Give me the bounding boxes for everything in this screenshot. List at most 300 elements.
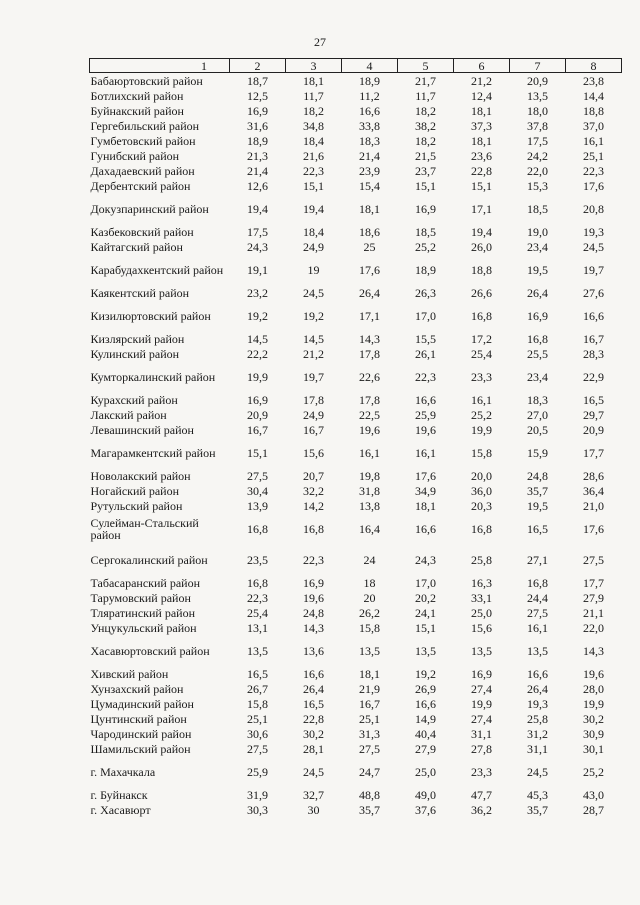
- district-name: Кумторкалинский район: [90, 369, 216, 384]
- table-cell: 31,2: [527, 726, 548, 741]
- district-name: г. Хасавюрт: [90, 802, 151, 817]
- district-name: Левашинский район: [90, 422, 194, 437]
- table-row: [90, 193, 622, 224]
- table-cell: 29,7: [583, 407, 604, 422]
- table-cell: 35,7: [527, 802, 548, 817]
- table-cell: 19,6: [583, 666, 604, 681]
- page-number: 27: [314, 35, 326, 49]
- district-name: Кизлярский район: [90, 331, 185, 346]
- district-name: Гунибский район: [90, 148, 180, 163]
- table-cell: 28,6: [583, 468, 604, 483]
- table-cell: 26,2: [359, 605, 380, 620]
- table-cell: 21,1: [583, 605, 604, 620]
- table-cell: 49,0: [415, 787, 436, 802]
- table-cell: 16,7: [359, 696, 380, 711]
- table-cell: 24,5: [527, 764, 548, 779]
- table-cell: 27,8: [471, 741, 492, 756]
- district-name: Гумбетовский район: [90, 133, 196, 148]
- table-cell: 23,4: [527, 239, 548, 254]
- table-cell: 15,9: [527, 445, 548, 460]
- table-cell: 12,5: [247, 88, 268, 103]
- district-name: Рутульский район: [90, 498, 183, 513]
- table-cell: 17,8: [359, 392, 380, 407]
- table-row: [90, 148, 622, 163]
- table-cell: 19,5: [527, 498, 548, 513]
- table-cell: 17,1: [471, 201, 492, 216]
- table-cell: 16,5: [527, 521, 548, 536]
- table-row: [90, 88, 622, 103]
- table-cell: 15,1: [247, 445, 268, 460]
- table-cell: 18,8: [471, 262, 492, 277]
- district-name: Цунтинский район: [90, 711, 187, 726]
- table-cell: 13,5: [247, 643, 268, 658]
- district-name: Бабаюртовский район: [90, 73, 203, 88]
- table-cell: 16,6: [415, 521, 436, 536]
- table-cell: 15,8: [359, 620, 380, 635]
- table-cell: 27,5: [527, 605, 548, 620]
- table-cell: 16,1: [359, 445, 380, 460]
- table-cell: 14,5: [247, 331, 268, 346]
- column-header: 1: [90, 59, 230, 73]
- district-name: Гергебильский район: [90, 118, 200, 133]
- table-cell: 33,1: [471, 590, 492, 605]
- table-cell: 22,5: [359, 407, 380, 422]
- table-cell: 18,9: [415, 262, 436, 277]
- table-cell: 21,2: [303, 346, 324, 361]
- table-cell: 22,0: [583, 620, 604, 635]
- table-cell: 28,1: [303, 741, 324, 756]
- table-cell: 16,8: [471, 308, 492, 323]
- table-cell: 12,4: [471, 88, 492, 103]
- table-cell: 22,2: [247, 346, 268, 361]
- table-cell: 31,1: [471, 726, 492, 741]
- table-row: [90, 544, 622, 575]
- table-cell: 13,1: [247, 620, 268, 635]
- table-cell: 16,1: [471, 392, 492, 407]
- table-row: [90, 620, 622, 635]
- district-name: г. Буйнакск: [90, 787, 148, 802]
- table-cell: 13,5: [471, 643, 492, 658]
- table-cell: 22,3: [303, 552, 324, 567]
- table-cell: 35,7: [527, 483, 548, 498]
- table-cell: 16,1: [583, 133, 604, 148]
- table-cell: 19,1: [247, 262, 268, 277]
- table-cell: 18,1: [303, 73, 324, 88]
- table-cell: 22,3: [303, 163, 324, 178]
- table-cell: 16,6: [359, 103, 380, 118]
- table-cell: 22,9: [583, 369, 604, 384]
- table-cell: 16,9: [527, 308, 548, 323]
- table-cell: 20,9: [527, 73, 548, 88]
- column-header: 7: [510, 59, 566, 73]
- table-cell: 14,9: [415, 711, 436, 726]
- table-cell: 26,1: [415, 346, 436, 361]
- table-cell: 24: [363, 552, 376, 567]
- table-cell: 19,8: [359, 468, 380, 483]
- table-cell: 13,5: [359, 643, 380, 658]
- table-cell: 30,1: [583, 741, 604, 756]
- table-row: [90, 224, 622, 239]
- table-cell: 16,9: [303, 575, 324, 590]
- table-cell: 26,4: [303, 681, 324, 696]
- district-name: Шамильский район: [90, 741, 191, 756]
- table-cell: 22,3: [415, 369, 436, 384]
- table-cell: 27,5: [247, 741, 268, 756]
- table-cell: 19,2: [303, 308, 324, 323]
- table-cell: 30,2: [303, 726, 324, 741]
- table-cell: 24,1: [415, 605, 436, 620]
- district-name: Чародинский район: [90, 726, 192, 741]
- table-row: [90, 605, 622, 620]
- district-name: Хунзахский район: [90, 681, 184, 696]
- table-row: [90, 726, 622, 741]
- table-cell: 23,6: [471, 148, 492, 163]
- table-cell: 27,4: [471, 711, 492, 726]
- district-name: Хивский район: [90, 666, 169, 681]
- table-cell: 24,9: [303, 239, 324, 254]
- table-cell: 16,9: [247, 103, 268, 118]
- table-cell: 15,6: [303, 445, 324, 460]
- table-cell: 36,0: [471, 483, 492, 498]
- table-cell: 43,0: [583, 787, 604, 802]
- table-cell: 19,9: [247, 369, 268, 384]
- table-cell: 14,5: [303, 331, 324, 346]
- table-cell: 32,7: [303, 787, 324, 802]
- table-row: [90, 741, 622, 756]
- table-cell: 40,4: [415, 726, 436, 741]
- table-row: [90, 575, 622, 590]
- table-cell: 27,0: [527, 407, 548, 422]
- table-row: [90, 346, 622, 361]
- district-name: Дахадаевский район: [90, 163, 195, 178]
- table-cell: 12,6: [247, 178, 268, 193]
- table-row: [90, 483, 622, 498]
- table-cell: 16,1: [527, 620, 548, 635]
- table-cell: 16,6: [527, 666, 548, 681]
- table-cell: 18,6: [359, 224, 380, 239]
- table-cell: 23,7: [415, 163, 436, 178]
- table-row: [90, 498, 622, 513]
- table-cell: 15,6: [471, 620, 492, 635]
- table-row: [90, 163, 622, 178]
- table-cell: 25: [363, 239, 376, 254]
- table-cell: 25,0: [471, 605, 492, 620]
- table-cell: 26,4: [359, 285, 380, 300]
- district-name: Докузпаринский район: [90, 201, 209, 216]
- table-cell: 16,7: [303, 422, 324, 437]
- table-cell: 19,3: [583, 224, 604, 239]
- table-cell: 17,6: [359, 262, 380, 277]
- table-cell: 31,9: [247, 787, 268, 802]
- table-row: [90, 361, 622, 392]
- table-cell: 23,4: [527, 369, 548, 384]
- table-cell: 15,8: [247, 696, 268, 711]
- table-cell: 15,5: [415, 331, 436, 346]
- table-cell: 27,6: [583, 285, 604, 300]
- district-name: Ногайский район: [90, 483, 180, 498]
- table-cell: 22,8: [471, 163, 492, 178]
- table-cell: 11,2: [359, 88, 380, 103]
- table-cell: 24,8: [527, 468, 548, 483]
- table-cell: 15,1: [303, 178, 324, 193]
- table-cell: 22,3: [247, 590, 268, 605]
- district-name: Магарамкентский район: [90, 445, 216, 460]
- table-cell: 23,3: [471, 764, 492, 779]
- table-cell: 15,3: [527, 178, 548, 193]
- table-cell: 13,5: [527, 88, 548, 103]
- table-cell: 14,2: [303, 498, 324, 513]
- table-cell: 25,1: [359, 711, 380, 726]
- table-row: [90, 133, 622, 148]
- table-cell: 21,6: [303, 148, 324, 163]
- table-cell: 27,4: [471, 681, 492, 696]
- table-body: [90, 73, 622, 818]
- table-cell: 18,1: [471, 133, 492, 148]
- table-cell: 25,8: [471, 552, 492, 567]
- table-cell: 18,5: [415, 224, 436, 239]
- table-cell: 36,2: [471, 802, 492, 817]
- table-cell: 27,5: [583, 552, 604, 567]
- table-cell: 21,7: [415, 73, 436, 88]
- column-header: 6: [454, 59, 510, 73]
- district-name: Тляратинский район: [90, 605, 196, 620]
- district-name: Буйнакский район: [90, 103, 184, 118]
- table-cell: 19: [307, 262, 320, 277]
- table-row: [90, 254, 622, 285]
- table-cell: 23,2: [247, 285, 268, 300]
- table-cell: 22,6: [359, 369, 380, 384]
- table-cell: 48,8: [359, 787, 380, 802]
- table-cell: 31,8: [359, 483, 380, 498]
- table-cell: 23,5: [247, 552, 268, 567]
- column-header: 2: [230, 59, 286, 73]
- table-cell: 16,8: [303, 521, 324, 536]
- table-row: [90, 635, 622, 666]
- table-cell: 14,3: [359, 331, 380, 346]
- table-cell: 14,3: [583, 643, 604, 658]
- table-cell: 23,9: [359, 163, 380, 178]
- table-cell: 18,3: [527, 392, 548, 407]
- table-cell: 18,4: [303, 133, 324, 148]
- table-cell: 15,1: [471, 178, 492, 193]
- table-cell: 19,4: [303, 201, 324, 216]
- table-cell: 16,5: [583, 392, 604, 407]
- table-cell: 28,0: [583, 681, 604, 696]
- table-cell: 18,1: [359, 666, 380, 681]
- table-cell: 25,9: [415, 407, 436, 422]
- statistics-table: [89, 58, 622, 817]
- table-row: [90, 422, 622, 437]
- table-cell: 25,2: [583, 764, 604, 779]
- table-cell: 18,2: [415, 133, 436, 148]
- table-cell: 19,2: [247, 308, 268, 323]
- table-cell: 24,5: [303, 764, 324, 779]
- table-cell: 26,0: [471, 239, 492, 254]
- table-cell: 19,6: [303, 590, 324, 605]
- table-cell: 25,4: [471, 346, 492, 361]
- table-cell: 21,0: [583, 498, 604, 513]
- table-cell: 11,7: [303, 88, 324, 103]
- table-cell: 18,7: [247, 73, 268, 88]
- table-cell: 15,1: [415, 620, 436, 635]
- column-header: 4: [342, 59, 398, 73]
- table-cell: 16,6: [415, 696, 436, 711]
- table-cell: 16,7: [247, 422, 268, 437]
- table-cell: 23,3: [471, 369, 492, 384]
- table-cell: 18,5: [527, 201, 548, 216]
- table-row: [90, 103, 622, 118]
- table-cell: 17,8: [359, 346, 380, 361]
- table-cell: 24,3: [415, 552, 436, 567]
- column-header: 8: [566, 59, 622, 73]
- table-cell: 37,3: [471, 118, 492, 133]
- table-cell: 17,6: [583, 178, 604, 193]
- district-name: Кайтагский район: [90, 239, 183, 254]
- district-name: Дербентский район: [90, 178, 191, 193]
- table-row: [90, 73, 622, 89]
- table-row: [90, 666, 622, 681]
- district-name: Унцукульский район: [90, 620, 197, 635]
- table-cell: 45,3: [527, 787, 548, 802]
- table-row: [90, 787, 622, 802]
- table-row: [90, 407, 622, 422]
- table-cell: 19,9: [471, 422, 492, 437]
- table-cell: 18,9: [359, 73, 380, 88]
- table-cell: 22,0: [527, 163, 548, 178]
- column-header: 5: [398, 59, 454, 73]
- table-cell: 24,4: [527, 590, 548, 605]
- table-cell: 14,3: [303, 620, 324, 635]
- table-row: [90, 756, 622, 787]
- table-cell: 16,8: [247, 521, 268, 536]
- table-cell: 13,9: [247, 498, 268, 513]
- table-cell: 27,9: [415, 741, 436, 756]
- table-cell: 21,9: [359, 681, 380, 696]
- table-cell: 25,8: [527, 711, 548, 726]
- table-cell: 23,8: [583, 73, 604, 88]
- table-cell: 17,5: [527, 133, 548, 148]
- table-row: [90, 392, 622, 407]
- table-cell: 16,3: [471, 575, 492, 590]
- table-cell: 26,4: [527, 681, 548, 696]
- table-cell: 21,3: [247, 148, 268, 163]
- table-cell: 27,1: [527, 552, 548, 567]
- table-cell: 19,7: [583, 262, 604, 277]
- table-cell: 20: [363, 590, 376, 605]
- table-cell: 18,2: [303, 103, 324, 118]
- table-cell: 30: [307, 802, 320, 817]
- table-cell: 17,7: [583, 575, 604, 590]
- table-cell: 26,4: [527, 285, 548, 300]
- table-cell: 26,7: [247, 681, 268, 696]
- table-cell: 22,3: [583, 163, 604, 178]
- table-cell: 17,6: [415, 468, 436, 483]
- table-cell: 19,7: [303, 369, 324, 384]
- table-cell: 25,1: [247, 711, 268, 726]
- table-cell: 28,3: [583, 346, 604, 361]
- table-cell: 26,3: [415, 285, 436, 300]
- table-row: [90, 513, 622, 544]
- table-row: [90, 331, 622, 346]
- table-cell: 20,3: [471, 498, 492, 513]
- table-cell: 16,8: [527, 331, 548, 346]
- table-cell: 17,7: [583, 445, 604, 460]
- table-cell: 24,5: [303, 285, 324, 300]
- table-cell: 31,6: [247, 118, 268, 133]
- table-cell: 18,0: [527, 103, 548, 118]
- table-row: [90, 300, 622, 331]
- district-name: Кулинский район: [90, 346, 180, 361]
- table-cell: 37,0: [583, 118, 604, 133]
- table-row: [90, 696, 622, 711]
- table-cell: 20,0: [471, 468, 492, 483]
- district-name: Лакский район: [90, 407, 167, 422]
- table-cell: 21,5: [415, 148, 436, 163]
- table-cell: 25,0: [415, 764, 436, 779]
- district-name: Курахский район: [90, 392, 178, 407]
- table-cell: 13,5: [415, 643, 436, 658]
- district-name: Сергокалинский район: [90, 552, 208, 567]
- district-name: Табасаранский район: [90, 575, 201, 590]
- table-cell: 34,8: [303, 118, 324, 133]
- table-cell: 19,3: [527, 696, 548, 711]
- table-row: [90, 437, 622, 468]
- table-cell: 20,7: [303, 468, 324, 483]
- table-cell: 20,5: [527, 422, 548, 437]
- table-cell: 33,8: [359, 118, 380, 133]
- table-cell: 18,2: [415, 103, 436, 118]
- table-cell: 13,6: [303, 643, 324, 658]
- table-cell: 16,9: [471, 666, 492, 681]
- table-cell: 30,9: [583, 726, 604, 741]
- table-cell: 35,7: [359, 802, 380, 817]
- table-cell: 19,4: [247, 201, 268, 216]
- table-cell: 16,6: [415, 392, 436, 407]
- table-cell: 37,8: [527, 118, 548, 133]
- table-cell: 30,3: [247, 802, 268, 817]
- table-cell: 24,5: [583, 239, 604, 254]
- table-cell: 19,5: [527, 262, 548, 277]
- table-cell: 16,9: [415, 201, 436, 216]
- district-name: Каякентский район: [90, 285, 190, 300]
- table-cell: 18,4: [303, 224, 324, 239]
- table-cell: 17,0: [415, 308, 436, 323]
- table-cell: 17,5: [247, 224, 268, 239]
- table-cell: 16,8: [247, 575, 268, 590]
- table-cell: 27,5: [359, 741, 380, 756]
- table-cell: 20,2: [415, 590, 436, 605]
- table-row: [90, 802, 622, 817]
- table-cell: 20,8: [583, 201, 604, 216]
- table-cell: 47,7: [471, 787, 492, 802]
- table-cell: 34,9: [415, 483, 436, 498]
- table-cell: 17,2: [471, 331, 492, 346]
- table-cell: 20,9: [247, 407, 268, 422]
- table-cell: 25,5: [527, 346, 548, 361]
- district-name: Тарумовский район: [90, 590, 191, 605]
- table-cell: 16,8: [527, 575, 548, 590]
- table-cell: 15,4: [359, 178, 380, 193]
- table-cell: 17,1: [359, 308, 380, 323]
- table-cell: 25,1: [583, 148, 604, 163]
- table-cell: 16,6: [303, 666, 324, 681]
- table-cell: 19,0: [527, 224, 548, 239]
- table-cell: 11,7: [415, 88, 436, 103]
- table-cell: 18,1: [471, 103, 492, 118]
- table-cell: 24,7: [359, 764, 380, 779]
- table-cell: 18,1: [359, 201, 380, 216]
- table-cell: 21,4: [359, 148, 380, 163]
